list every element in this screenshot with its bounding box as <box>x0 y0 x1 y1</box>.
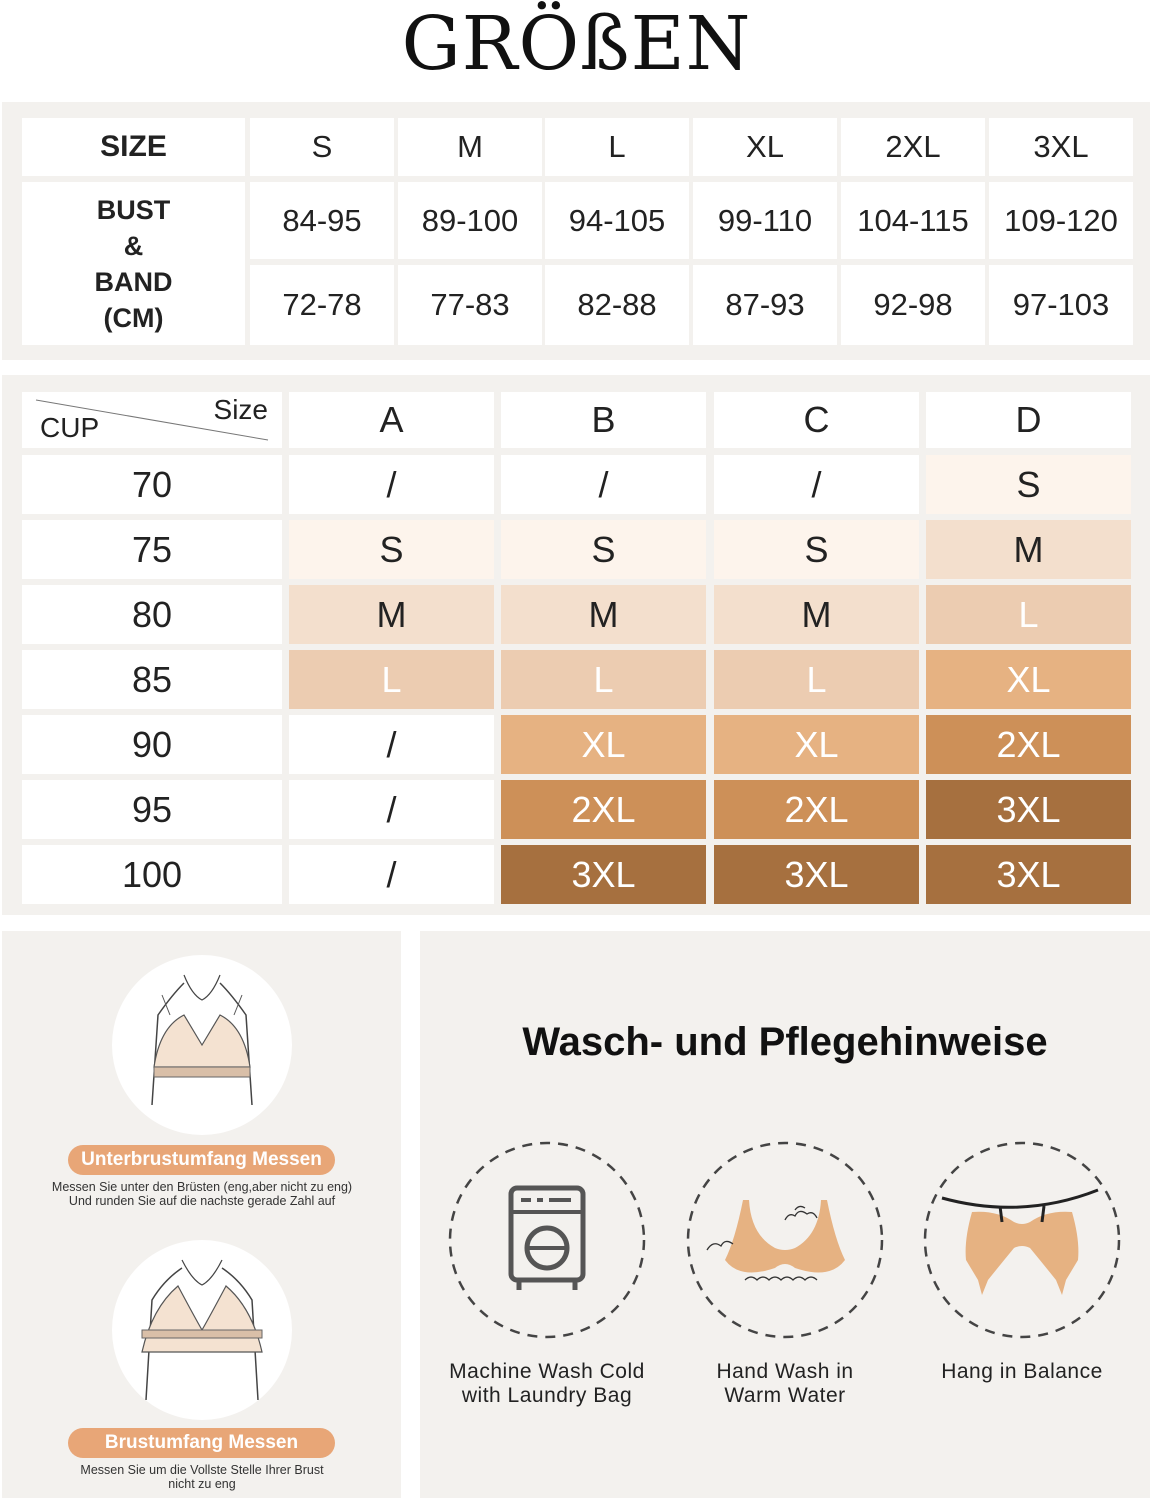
band-value: 72-78 <box>250 265 394 345</box>
care-title: Wasch- und Pflegehinweise <box>522 1020 1048 1064</box>
bust-band-label-line: BAND <box>94 266 173 297</box>
bust-title-pill: Brustumfang Messen <box>68 1428 335 1458</box>
care-label-hang <box>892 1360 1152 1384</box>
cup-size-cell: 3XL <box>926 780 1131 839</box>
cup-size-cell: / <box>501 455 706 514</box>
band-value: 92-98 <box>841 265 985 345</box>
size-column-header: XL <box>693 118 837 176</box>
bust-value: 94-105 <box>545 182 689 259</box>
size-column-header: 2XL <box>841 118 985 176</box>
bust-illustration <box>112 1240 292 1420</box>
cup-size-cell: M <box>926 520 1131 579</box>
cup-column-header: D <box>926 392 1131 448</box>
washing-machine-icon <box>447 1140 647 1340</box>
band-row-header: 75 <box>22 520 282 579</box>
care-label-line: Warm Water <box>724 1384 846 1407</box>
underbust-description <box>12 1180 392 1208</box>
cup-size-cell: 3XL <box>926 845 1131 904</box>
cup-size-cell: S <box>501 520 706 579</box>
cup-size-cell: / <box>289 845 494 904</box>
cup-size-cell: 2XL <box>926 715 1131 774</box>
cup-size-cell: L <box>714 650 919 709</box>
band-value: 82-88 <box>545 265 689 345</box>
band-value: 97-103 <box>989 265 1133 345</box>
care-label-line: Machine Wash Cold <box>449 1360 645 1383</box>
bust-value: 109-120 <box>989 182 1133 259</box>
cup-column-header: B <box>501 392 706 448</box>
hang-dry-icon <box>922 1140 1122 1340</box>
underbust-illustration <box>112 955 292 1135</box>
cup-size-corner <box>22 392 282 448</box>
cup-size-cell: S <box>289 520 494 579</box>
cup-size-cell: M <box>714 585 919 644</box>
cup-size-cell: 3XL <box>714 845 919 904</box>
care-label-line: Hang in Balance <box>941 1360 1103 1383</box>
bust-value: 89-100 <box>398 182 542 259</box>
size-column-header: L <box>545 118 689 176</box>
care-label-line: Hand Wash in <box>716 1360 854 1383</box>
cup-size-cell: L <box>926 585 1131 644</box>
band-row-header: 95 <box>22 780 282 839</box>
band-value: 77-83 <box>398 265 542 345</box>
bust-band-label-line: (CM) <box>103 302 164 333</box>
cup-size-cell: XL <box>501 715 706 774</box>
cup-size-cell: / <box>714 455 919 514</box>
bust-desc-line: nicht zu eng <box>168 1477 236 1491</box>
bust-description <box>12 1463 392 1491</box>
care-label-machine-wash <box>417 1360 677 1408</box>
size-column-header: 3XL <box>989 118 1133 176</box>
size-column-header: M <box>398 118 542 176</box>
bust-desc-line: Messen Sie um die Vollste Stelle Ihrer Brust <box>80 1463 324 1477</box>
band-row-header: 85 <box>22 650 282 709</box>
bust-band-label-line: & <box>123 230 144 261</box>
size-header: SIZE <box>22 118 245 176</box>
cup-column-header: A <box>289 392 494 448</box>
cup-size-cell: M <box>501 585 706 644</box>
hand-wash-icon <box>685 1140 885 1340</box>
corner-size-label: Size <box>213 394 268 425</box>
bust-value: 99-110 <box>693 182 837 259</box>
care-label-line: with Laundry Bag <box>461 1384 633 1407</box>
bust-value: 84-95 <box>250 182 394 259</box>
cup-size-cell: 3XL <box>501 845 706 904</box>
brand-title: GRÖßEN <box>401 1 752 87</box>
band-row-header: 100 <box>22 845 282 904</box>
cup-size-cell: L <box>289 650 494 709</box>
cup-size-cell: M <box>289 585 494 644</box>
band-row-header: 70 <box>22 455 282 514</box>
size-column-header: S <box>250 118 394 176</box>
bust-band-label-line: BUST <box>96 194 171 225</box>
cup-size-cell: / <box>289 455 494 514</box>
corner-cup-label: CUP <box>40 412 100 443</box>
cup-size-cell: 2XL <box>501 780 706 839</box>
cup-column-header: C <box>714 392 919 448</box>
cup-size-cell: / <box>289 715 494 774</box>
bust-band-label <box>22 182 245 345</box>
cup-size-cell: XL <box>926 650 1131 709</box>
cup-size-cell: 2XL <box>714 780 919 839</box>
cup-size-cell: L <box>501 650 706 709</box>
cup-size-cell: / <box>289 780 494 839</box>
care-label-hand-wash <box>655 1360 915 1408</box>
underbust-desc-line: Und runden Sie auf die nachste gerade Zahl auf <box>68 1194 336 1208</box>
cup-size-cell: XL <box>714 715 919 774</box>
underbust-title-pill: Unterbrustumfang Messen <box>68 1145 335 1175</box>
band-row-header: 90 <box>22 715 282 774</box>
bust-value: 104-115 <box>841 182 985 259</box>
cup-size-cell: S <box>714 520 919 579</box>
band-value: 87-93 <box>693 265 837 345</box>
underbust-desc-line: Messen Sie unter den Brüsten (eng,aber nicht zu eng) <box>51 1180 353 1194</box>
cup-size-cell: S <box>926 455 1131 514</box>
band-row-header: 80 <box>22 585 282 644</box>
